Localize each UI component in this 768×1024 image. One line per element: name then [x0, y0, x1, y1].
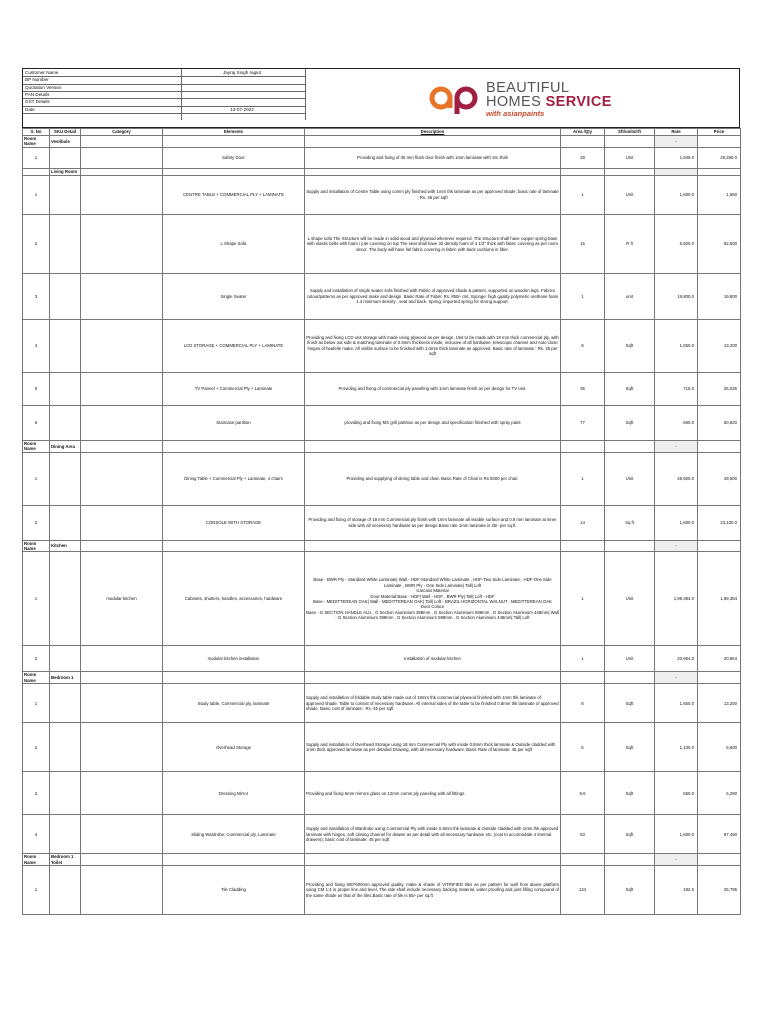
cell-desc: Providing and fixing of storage of 19 mm Commercial ply finish with 1mm laminate all visable surface and 0.8 mm laminate at inner side with all necessary hardware as per design.Basic rate 1mm laminate is 45/- per sq.ft. — [305, 505, 561, 540]
logo-tagline: with asianpaints — [486, 109, 545, 118]
column-header: Category — [81, 129, 163, 136]
empty-cell — [163, 168, 305, 175]
cell-qty: 9.6 — [561, 772, 605, 815]
cell-sku — [50, 147, 81, 168]
cell-sku — [50, 646, 81, 672]
column-header: SKU Detail — [50, 129, 81, 136]
cell-desc: Providing and fixing 600*600mm approved quality, make & shade of VITRIFIED tiles as per pattern for wall from above platform using CM 1:4 in proper line and level. The rate shall include necessary backing material, water proofing and joint filling compound of the same shade as that of the tiles.Basic rate of tile is 55/- per sq.ft — [305, 866, 561, 915]
cell-unit: Unit — [605, 552, 655, 646]
cell-qty: 35 — [561, 372, 605, 405]
empty-cell — [561, 540, 605, 552]
empty-cell — [605, 136, 655, 148]
column-header: Rate — [655, 129, 698, 136]
quotation-sheet — [22, 68, 740, 915]
cell-qty: 1 — [561, 175, 605, 214]
cell-element: Overhead Storage — [163, 723, 305, 772]
quotation-table — [22, 128, 741, 915]
empty-cell — [605, 672, 655, 684]
empty-cell — [81, 168, 163, 175]
room-dash — [655, 168, 698, 175]
logo-line-1: BEAUTIFUL — [486, 80, 570, 96]
cell-sno: 2 — [23, 723, 50, 772]
table-header-row — [23, 129, 741, 136]
column-header: Elements — [163, 129, 305, 136]
cell-desc: Base - BWR Ply - Standard White Laminate| Wall - HDF-Standard White Laminate , HDF-Two Side Laminate , HDF-One Side Laminate , BWR Ply - One Side Laminate| Tall| Loft Carcass Material Door Material:Base - HDF| Wall - HDF , BWR Ply| Tall| Loft - HDF Base - MEDITTEREAN OAK| Wall - MEDITTEREAN OAK| Tall| Loft - BRAZIL HORIZONTAL WALNUT , MEDITTEREAN OAK Door Colour Base - G SECTION HANDLE ALU , G Section Aluminium 398mm , G Section Aluminium 598mm , G Section Aluminium 448mm| Wall - G Section Aluminium 398mm , G Section Aluminium 598mm , G Section Aluminium 448mm| Tall| Loft — [305, 552, 561, 646]
cell-unit: Unit — [605, 452, 655, 505]
empty-cell — [81, 440, 163, 452]
cell-category — [81, 723, 163, 772]
table-row — [23, 452, 741, 505]
cell-price: 13,200 — [698, 319, 741, 372]
cell-element: Study table, Commercial ply, laminate — [163, 684, 305, 723]
table-row — [23, 405, 741, 440]
room-name: Living Room — [50, 168, 81, 175]
cell-qty: 8 — [561, 684, 605, 723]
cell-category — [81, 646, 163, 672]
empty-cell — [305, 136, 561, 148]
cell-category — [81, 175, 163, 214]
table-row — [23, 147, 741, 168]
cell-category — [81, 372, 163, 405]
empty-cell — [305, 440, 561, 452]
cell-rate: 19,800.0 — [655, 273, 698, 319]
cell-sno: 2 — [23, 646, 50, 672]
table-row — [23, 273, 741, 319]
cell-qty: 14 — [561, 505, 605, 540]
empty-cell — [698, 540, 741, 552]
cell-rate: 550.0 — [655, 772, 698, 815]
empty-cell — [698, 168, 741, 175]
cell-unit: Sq ft — [605, 505, 655, 540]
room-label: Room Name — [23, 672, 50, 684]
empty-cell — [561, 136, 605, 148]
cell-sno: 4 — [23, 319, 50, 372]
cell-qty: 53 — [561, 815, 605, 854]
cell-sku — [50, 405, 81, 440]
empty-cell — [605, 440, 655, 452]
room-label — [23, 168, 50, 175]
empty-cell — [81, 136, 163, 148]
cell-element: CENTRE TABLE + COMMERCIAL PLY + LAMINATE — [163, 175, 305, 214]
room-name: Vestibule — [50, 136, 81, 148]
table-row — [23, 552, 741, 646]
room-dash: - — [655, 440, 698, 452]
cell-sku — [50, 815, 81, 854]
cell-sku — [50, 505, 81, 540]
cell-desc: providing and fixing MS grill partition as per design and specification finished with spray paint — [305, 405, 561, 440]
cell-unit: Sqft — [605, 772, 655, 815]
cell-desc: L shape sofa The Structure will be made in solid wood and plywood wherever required. The structure shall have copper spring base with elastic belts with foam / jute covering on top The seat shall have 32 density foam of 4 1/2" thick with fabric covering as per room decor. The body will have full fabric covering in fabric with back cushions in fiber. — [305, 214, 561, 273]
cell-price: 19,800 — [698, 273, 741, 319]
cell-sno: 6 — [23, 405, 50, 440]
cell-price: 87,450 — [698, 815, 741, 854]
cell-sku — [50, 214, 81, 273]
cell-sku — [50, 175, 81, 214]
header-field-label: BP Number — [25, 77, 49, 83]
column-header: Description — [305, 129, 561, 136]
room-dash: - — [655, 672, 698, 684]
table-row — [23, 866, 741, 915]
room-header-row — [23, 440, 741, 452]
cell-desc: Providing and supplying of dining table and chair. Basic Rate of Chair is Rs 5000 per chair. — [305, 452, 561, 505]
cell-sku — [50, 452, 81, 505]
empty-cell — [81, 672, 163, 684]
room-name: Bedroom 1 — [50, 672, 81, 684]
room-header-row — [23, 540, 741, 552]
cell-element: CONSOLE WITH STORAGE — [163, 505, 305, 540]
cell-unit: Sqft — [605, 405, 655, 440]
cell-qty: 15 — [561, 214, 605, 273]
cell-sno: 4 — [23, 815, 50, 854]
cell-qty: 28 — [561, 147, 605, 168]
room-dash: - — [655, 854, 698, 866]
cell-sno: 1 — [23, 684, 50, 723]
column-header: Area /Qty — [561, 129, 605, 136]
cell-rate: 1,650.0 — [655, 505, 698, 540]
header-field-value: Jayraj Singh rajput — [222, 70, 262, 75]
cell-category — [81, 815, 163, 854]
cell-element: Cabinets, shutters, handles, accessories, hardware — [163, 552, 305, 646]
empty-cell — [561, 168, 605, 175]
cell-desc: Supply and installation of Centre Table using comm ply finished with 1mm thk laminate as per approved shade; basic rate of laminate : Rs. 45 per sqft — [305, 175, 561, 214]
cell-price: 25,795 — [698, 866, 741, 915]
empty-cell — [305, 168, 561, 175]
cell-element: Dressing Mirror — [163, 772, 305, 815]
column-header: S. No — [23, 129, 50, 136]
table-row — [23, 684, 741, 723]
room-name: Dining Area — [50, 440, 81, 452]
cell-element: Tile Cladding — [163, 866, 305, 915]
empty-cell — [163, 540, 305, 552]
empty-cell — [698, 136, 741, 148]
cell-rate: 1,650.0 — [655, 319, 698, 372]
cell-desc: Providing and fixing LCD unit storage with made using plywood as per design. Unit to be made with 18 mm thick commercial ply, with finish as below out side & matching laminate of 0.8mm thickness inside, inclusive of all hardware, telescopic channel and Auto close hinges of heafelle make. All visible surface to be finished with 1.0mm thick laminate as approved. Basic rate of laminate : Rs. 45 per sqft — [305, 319, 561, 372]
cell-category — [81, 684, 163, 723]
cell-sku — [50, 319, 81, 372]
table-row — [23, 372, 741, 405]
cell-category — [81, 452, 163, 505]
cell-unit: unit — [605, 273, 655, 319]
cell-sno: 2 — [23, 214, 50, 273]
brand-logo — [428, 79, 668, 119]
table-row — [23, 505, 741, 540]
cell-unit: Unit — [605, 175, 655, 214]
room-label: Room Name — [23, 854, 50, 866]
room-header-row — [23, 168, 741, 175]
room-dash: - — [655, 136, 698, 148]
cell-qty: 134 — [561, 866, 605, 915]
cell-rate: 20,964.0 — [655, 646, 698, 672]
empty-cell — [605, 540, 655, 552]
cell-unit: Sqft — [605, 723, 655, 772]
cell-category — [81, 405, 163, 440]
cell-price: 23,100.0 — [698, 505, 741, 540]
cell-sno: 1 — [23, 452, 50, 505]
cell-element: L Shape Sofa — [163, 214, 305, 273]
cell-element: Safety Door — [163, 147, 305, 168]
cell-price: 50,820 — [698, 405, 741, 440]
cell-unit: R ft — [605, 214, 655, 273]
cell-category — [81, 866, 163, 915]
cell-rate: 660.0 — [655, 405, 698, 440]
cell-unit: Sqft — [605, 684, 655, 723]
header-field-label: Date — [25, 106, 35, 112]
table-row — [23, 214, 741, 273]
room-name: Kitchen — [50, 540, 81, 552]
cell-sku — [50, 372, 81, 405]
cell-unit: Sqft — [605, 372, 655, 405]
cell-price: 20,964 — [698, 646, 741, 672]
table-row — [23, 646, 741, 672]
empty-cell — [305, 540, 561, 552]
asianpaints-ap-icon — [428, 84, 482, 114]
cell-sku — [50, 273, 81, 319]
empty-cell — [305, 854, 561, 866]
cell-sku — [50, 723, 81, 772]
cell-rate: 1,100.0 — [655, 723, 698, 772]
table-row — [23, 815, 741, 854]
cell-desc: Supply and installation of single seater sofa finished with Fabric of approved shade & pattern, supported on wooden legs. Fabrics colour/patterns as per approved make and design. Basic Rate of Fabric Rs. 850/- rmt. Sponge: high quality polymeric urethane foam 1.4 minimum density , seat and back. Spring: imported spring for strong support. — [305, 273, 561, 319]
empty-cell — [605, 168, 655, 175]
cell-sno: 1 — [23, 175, 50, 214]
cell-desc: Providing and fixing of 35 mm flush door finish with 1mm laminate with SS Jhali — [305, 147, 561, 168]
cell-desc: Installation of modular kitchen — [305, 646, 561, 672]
cell-qty: 1 — [561, 273, 605, 319]
cell-element: TV Pannel + Commercial Ply + Laminate — [163, 372, 305, 405]
empty-cell — [81, 854, 163, 866]
room-header-row — [23, 854, 741, 866]
header-field-label: GST Details — [25, 99, 50, 105]
cell-rate: 49,500.0 — [655, 452, 698, 505]
header-field-label: Customer Name — [25, 70, 59, 75]
cell-desc: Providing and fixing of commercial ply panelling with 1mm laminate finish as per design for TV unit. — [305, 372, 561, 405]
cell-price: 6,600 — [698, 723, 741, 772]
cell-sno: 5 — [23, 372, 50, 405]
cell-sno: 1 — [23, 552, 50, 646]
table-body — [23, 136, 741, 915]
cell-sno: 3 — [23, 772, 50, 815]
cell-category: modular kitchen — [81, 552, 163, 646]
cell-rate: 5,500.0 — [655, 214, 698, 273]
empty-cell — [561, 440, 605, 452]
cell-category — [81, 505, 163, 540]
cell-unit: Sqft — [605, 815, 655, 854]
cell-element: modular kitchen installation — [163, 646, 305, 672]
cell-category — [81, 214, 163, 273]
room-label: Room Name — [23, 440, 50, 452]
empty-cell — [81, 540, 163, 552]
table-row — [23, 319, 741, 372]
table-row — [23, 772, 741, 815]
cell-category — [81, 273, 163, 319]
room-header-row — [23, 672, 741, 684]
cell-qty: 8 — [561, 319, 605, 372]
quotation-header — [22, 68, 740, 128]
header-field-label: Quotation Version — [25, 84, 62, 90]
cell-price: 1,99,384 — [698, 552, 741, 646]
cell-rate: 192.5 — [655, 866, 698, 915]
cell-category — [81, 772, 163, 815]
cell-unit: Unit — [605, 147, 655, 168]
empty-cell — [163, 440, 305, 452]
cell-rate: 1,650.0 — [655, 175, 698, 214]
cell-price: 82,500 — [698, 214, 741, 273]
logo-line-2: HOMES SERVICE — [486, 94, 612, 110]
cell-rate: 715.0 — [655, 372, 698, 405]
cell-element: Staircase partition — [163, 405, 305, 440]
empty-cell — [698, 672, 741, 684]
cell-qty: 6 — [561, 723, 605, 772]
cell-element: Dining Table + Commercial Ply + Laminate, 4 chairs — [163, 452, 305, 505]
cell-price: 49,500 — [698, 452, 741, 505]
cell-sno: 2 — [23, 505, 50, 540]
room-dash: - — [655, 540, 698, 552]
cell-desc: Supply and installation of foldable study table made out of 19mm thk commercial plywood finished with 1mm thk laminate of approved shade. Table to consist of necessary hardware. All internal sides of the table to be finished 0.8mm thk laminate of approved shade. Basic cost of laminate : Rs. 45 per sqft — [305, 684, 561, 723]
room-header-row — [23, 136, 741, 148]
empty-cell — [561, 854, 605, 866]
room-name: Bedroom 1 Toilet — [50, 854, 81, 866]
cell-sno: 1 — [23, 866, 50, 915]
column-header: Price — [698, 129, 741, 136]
cell-desc: Supply and installation of Overhead Storage using 18 mm Commercial Ply with inside 0.8mm thick laminate & Outside cladded with 1mm thick approved laminate as per detailed Drawing, with all necessary hardware. Basic Rate of laminate: 45 per sqft — [305, 723, 561, 772]
cell-qty: 1 — [561, 452, 605, 505]
cell-price: 29,260.0 — [698, 147, 741, 168]
cell-element: LCD STORAGE + COMMERCIAL PLY + LAMINATE — [163, 319, 305, 372]
column-header: Sft/units/rft — [605, 129, 655, 136]
cell-qty: 77 — [561, 405, 605, 440]
cell-sku — [50, 552, 81, 646]
cell-rate: 1,045.0 — [655, 147, 698, 168]
cell-sku — [50, 684, 81, 723]
empty-cell — [561, 672, 605, 684]
empty-cell — [698, 854, 741, 866]
empty-cell — [698, 440, 741, 452]
cell-price: 5,280 — [698, 772, 741, 815]
cell-price: 25,025 — [698, 372, 741, 405]
empty-cell — [605, 854, 655, 866]
cell-sno: 1 — [23, 147, 50, 168]
cell-unit: Sqft — [605, 866, 655, 915]
cell-sno: 3 — [23, 273, 50, 319]
cell-rate: 1,650.0 — [655, 815, 698, 854]
room-label: Room Name — [23, 136, 50, 148]
empty-cell — [163, 672, 305, 684]
room-label: Room Name — [23, 540, 50, 552]
cell-rate: 1,650.0 — [655, 684, 698, 723]
cell-sku — [50, 772, 81, 815]
cell-qty: 1 — [561, 552, 605, 646]
empty-cell — [163, 854, 305, 866]
cell-category — [81, 147, 163, 168]
cell-unit: Unit — [605, 646, 655, 672]
header-field-value: 13-07-2022 — [230, 106, 254, 112]
cell-price: 13,200 — [698, 684, 741, 723]
cell-desc: Supply and installation of Wardrobe using Commercial Ply with inside 0.8mm thk laminate & Outside cladded with 1mm thk approved laminate with hinges, soft closing channel for drawer as per detail with all necessary hardware etc. (cost to accomodate 4 internal drawers); basic cost of laminate: 45 per sqft — [305, 815, 561, 854]
table-row — [23, 723, 741, 772]
cell-rate: 1,99,384.0 — [655, 552, 698, 646]
empty-cell — [305, 672, 561, 684]
cell-price: 1,650 — [698, 175, 741, 214]
cell-category — [81, 319, 163, 372]
cell-element: Single Seater — [163, 273, 305, 319]
cell-element: Sliding Wardrobe, Commercial ply, Laminate — [163, 815, 305, 854]
cell-desc: Providing and fixing 5mm mirrore glass on 12mm comm ply paneling with all fittings. — [305, 772, 561, 815]
table-row — [23, 175, 741, 214]
cell-sku — [50, 866, 81, 915]
empty-cell — [163, 136, 305, 148]
cell-unit: Sqft — [605, 319, 655, 372]
header-field-label: PAN Details — [25, 91, 50, 97]
cell-qty: 1 — [561, 646, 605, 672]
